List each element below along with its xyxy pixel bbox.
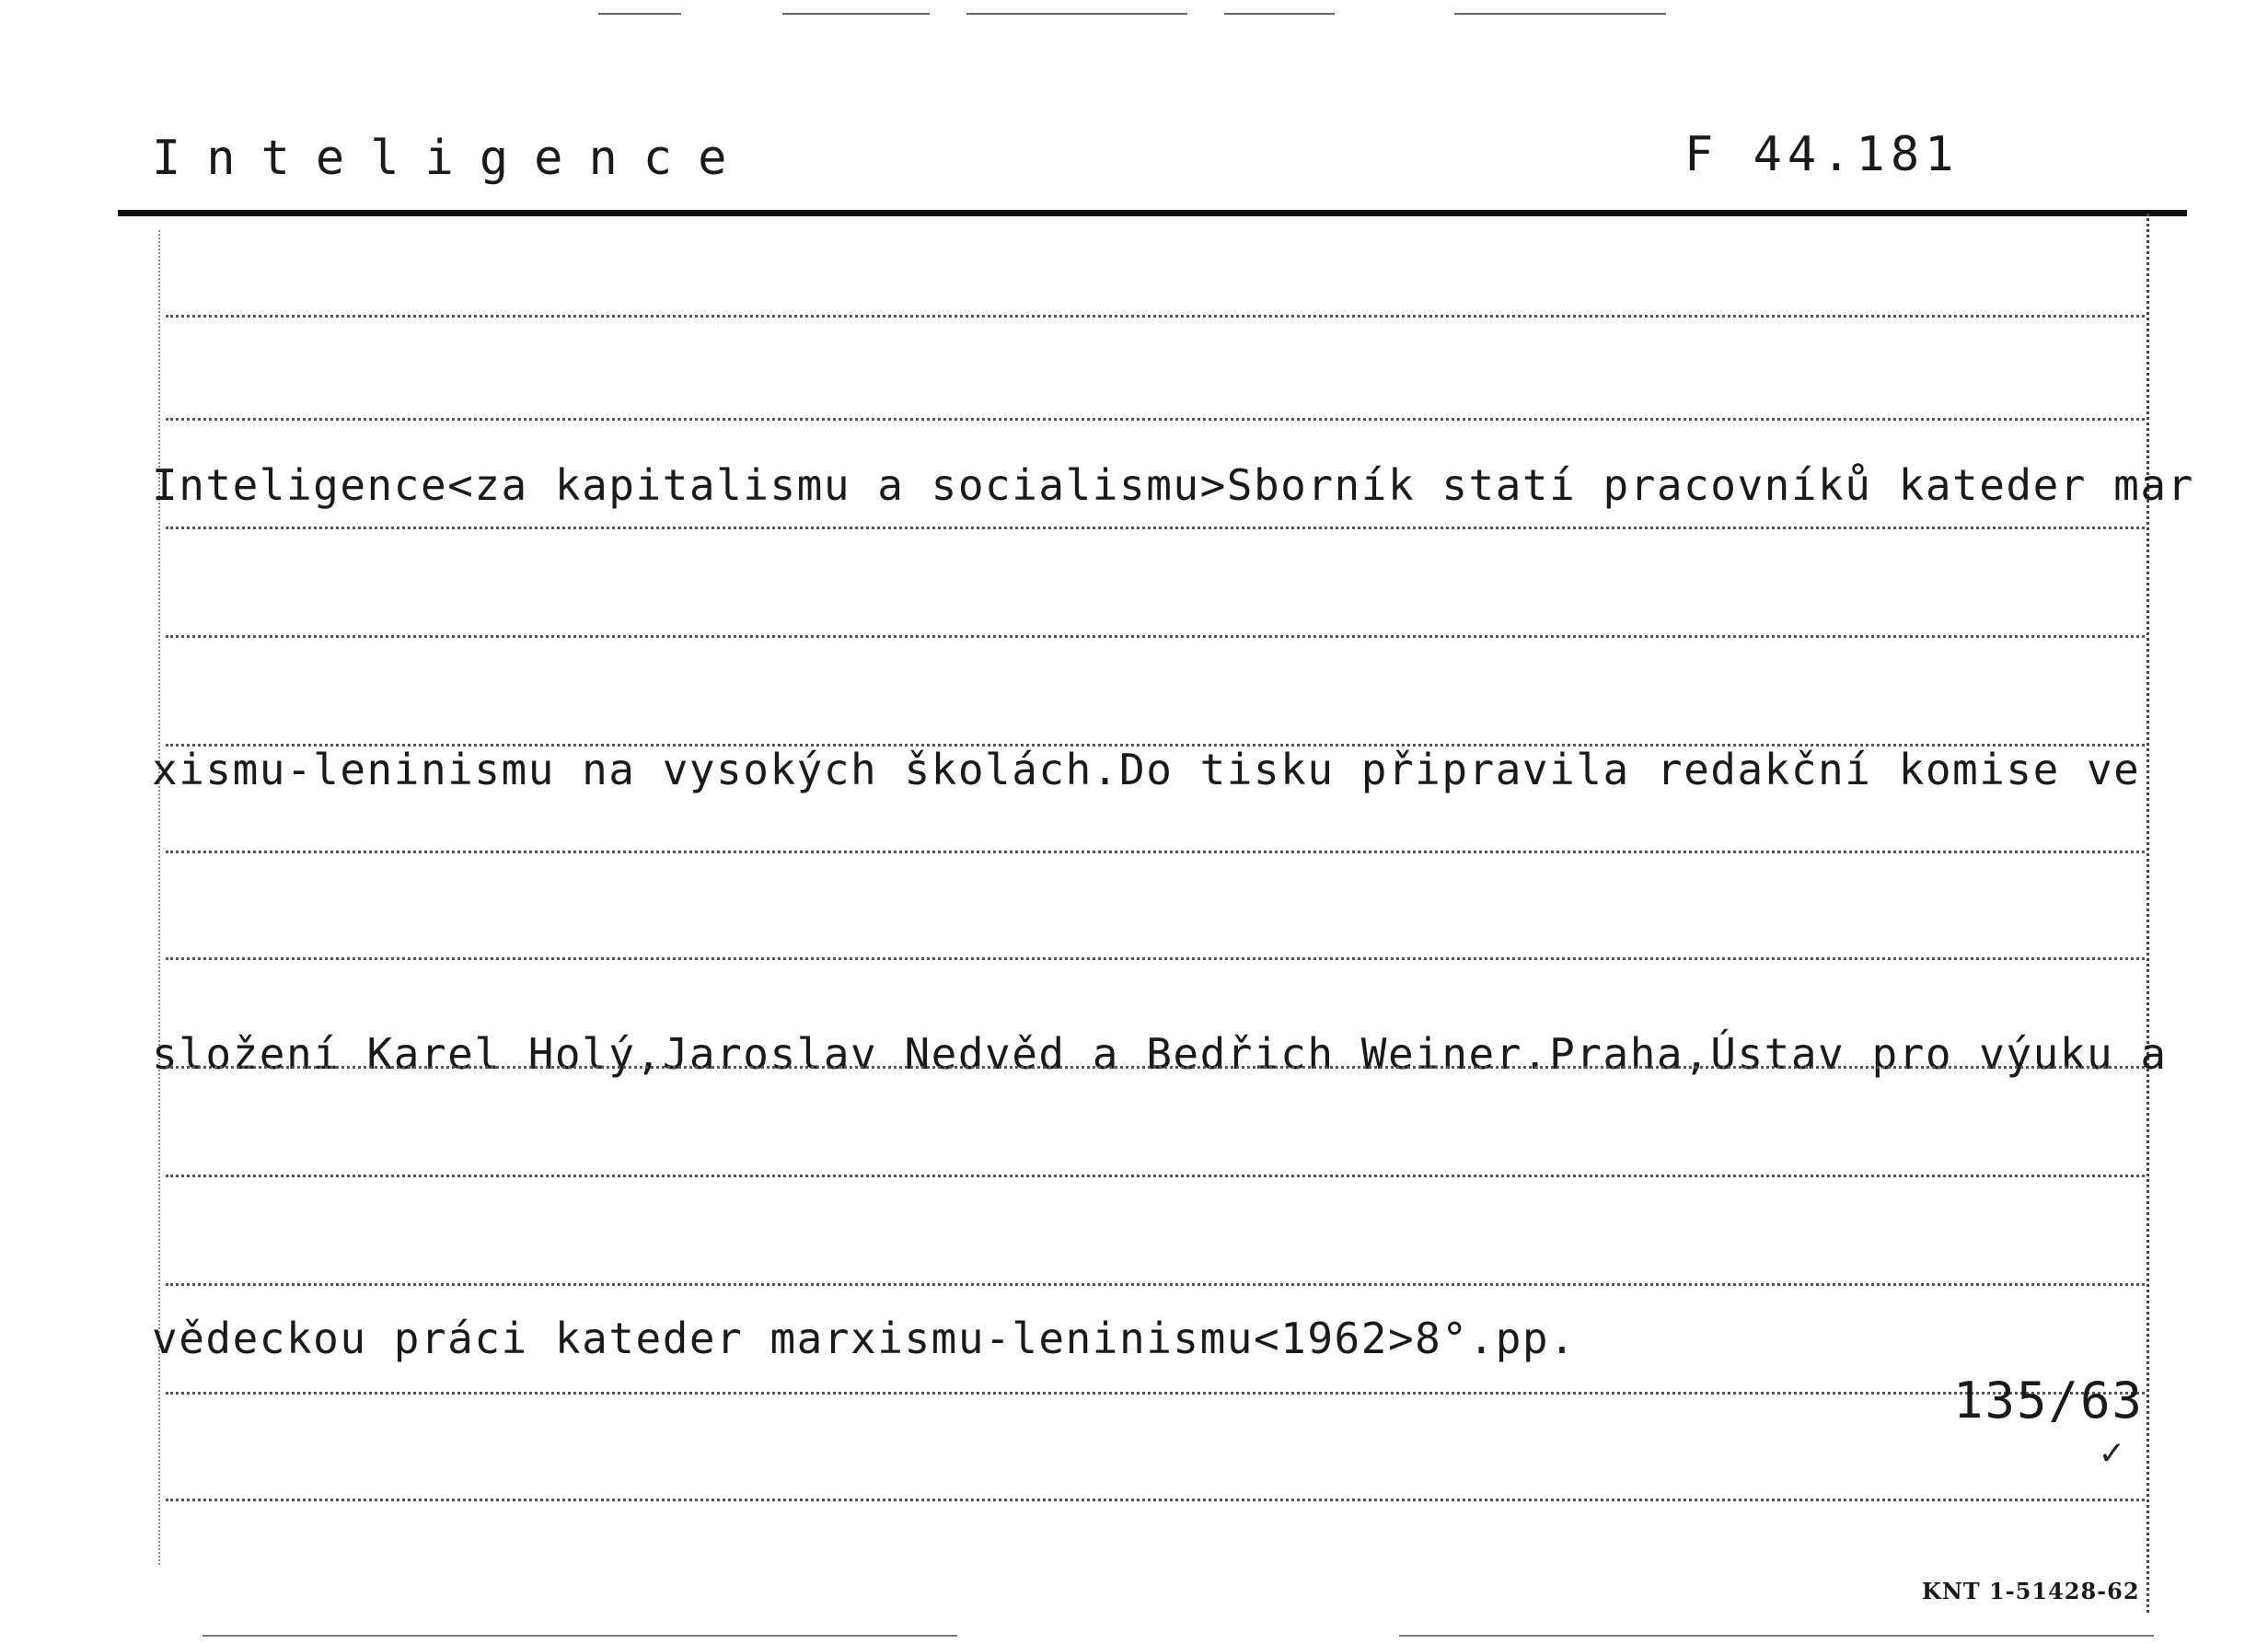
ruled-line: [166, 1175, 2145, 1177]
form-code: KNT 1-51428-62: [1922, 1578, 2140, 1604]
ruled-line: [166, 851, 2145, 853]
ruled-line: [166, 635, 2145, 638]
ruled-line: [166, 315, 2145, 318]
ruled-line: [166, 1392, 2145, 1395]
ruled-line: [166, 1499, 2145, 1501]
ruled-line: [166, 527, 2145, 529]
call-number: F 44.181: [1684, 127, 1960, 182]
bottom-edge: [202, 1635, 957, 1637]
ruled-line: [166, 1066, 2145, 1069]
entry-line: Inteligence<za kapitalismu a socialismu>Sborník statí pracovníků kateder mar: [152, 460, 2194, 510]
ruled-line: [166, 418, 2145, 421]
ruled-line: [166, 1283, 2145, 1286]
acquisition-number: 135/63: [1953, 1372, 2145, 1430]
check-mark-icon: ✓: [2100, 1431, 2123, 1474]
header-rule: [118, 210, 2187, 216]
entry-line: složení Karel Holý,Jaroslav Nedvěd a Bedřich Weiner.Praha,Ústav pro výuku a: [152, 1029, 2168, 1079]
ruled-line: [166, 957, 2145, 960]
bibliographic-entry: [152, 249, 2251, 1576]
bottom-edge: [1399, 1635, 2154, 1637]
ruled-line: [166, 744, 2145, 747]
entry-line: vědeckou práci kateder marxismu-leninismu<1962>8°.pp.: [152, 1314, 1577, 1363]
card-heading: Inteligence: [152, 131, 753, 186]
scan-artifact: [598, 13, 1887, 18]
entry-line: xismu-leninismu na vysokých školách.Do tisku připravila redakční komise ve: [152, 745, 2141, 794]
